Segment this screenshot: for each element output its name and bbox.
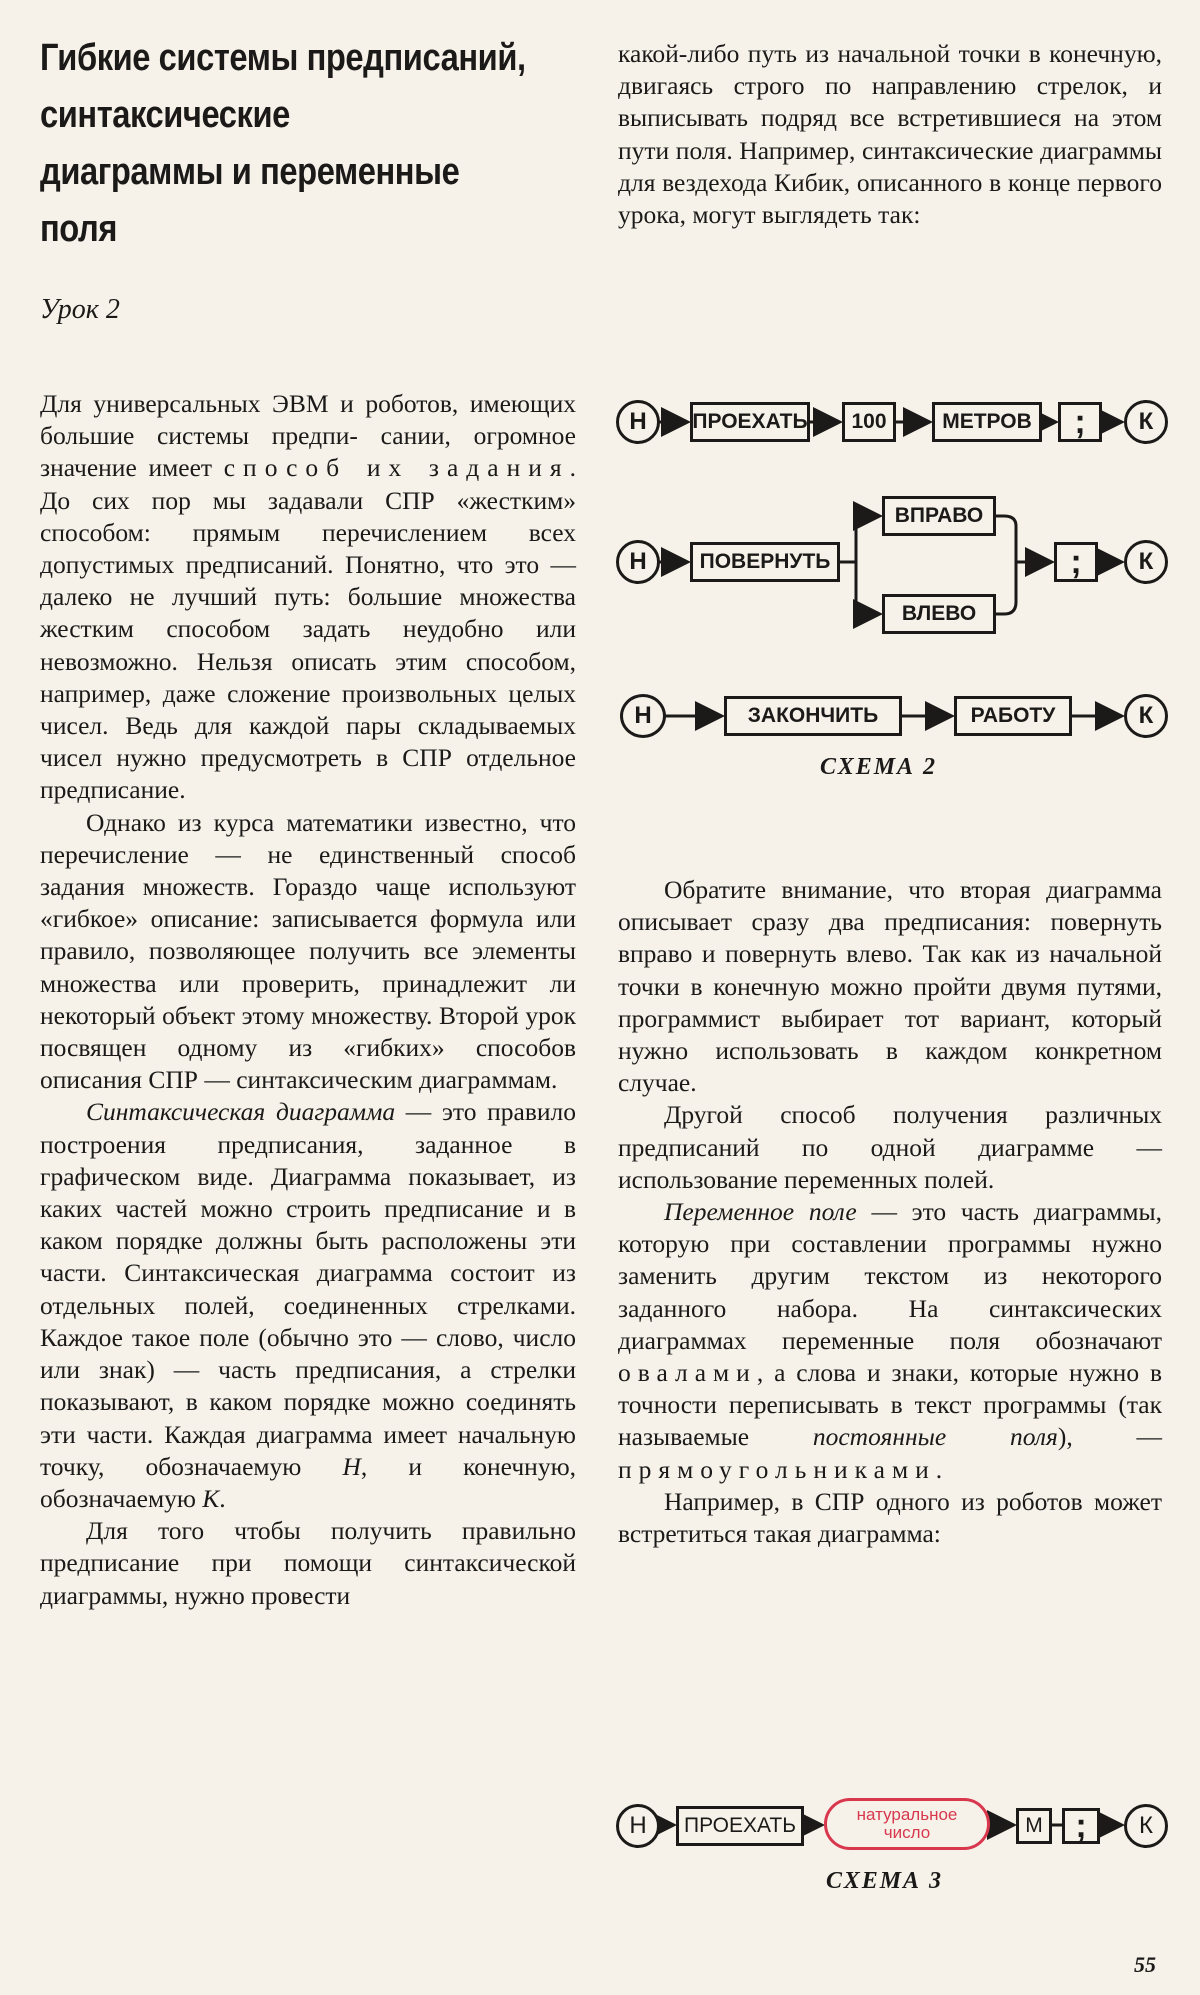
scheme-3-caption: СХЕМА 3 bbox=[826, 1868, 944, 1894]
left-column bbox=[40, 388, 576, 1612]
title-line-3: диаграммы и переменные bbox=[40, 151, 460, 193]
paragraph-example: Например, в СПР одного из роботов может встретиться такая диаграмма: bbox=[618, 1486, 1162, 1549]
field-semicolon: ; bbox=[1054, 542, 1098, 582]
field-metrov: МЕТРОВ bbox=[932, 402, 1042, 442]
syntax-diagram-turn bbox=[612, 492, 1172, 652]
end-node: К bbox=[1124, 1804, 1168, 1848]
field-vpravo: ВПРАВО bbox=[882, 496, 996, 536]
start-node: Н bbox=[616, 1804, 660, 1848]
start-node: Н bbox=[616, 540, 660, 584]
paragraph-path: Для того чтобы получить правильно предписание при помощи синтаксической диаграммы, нужно провести bbox=[40, 1516, 576, 1610]
start-node: Н bbox=[620, 694, 666, 738]
field-proekhat: ПРОЕХАТЬ bbox=[676, 1806, 804, 1846]
lesson-label: Урок 2 bbox=[40, 294, 120, 325]
right-column-top bbox=[618, 38, 1162, 231]
end-node: К bbox=[1124, 400, 1168, 444]
field-100: 100 bbox=[842, 402, 896, 442]
right-column-main bbox=[618, 874, 1162, 1550]
field-povernut: ПОВЕРНУТЬ bbox=[690, 542, 840, 582]
spaced-emphasis: способ их задания bbox=[223, 453, 570, 483]
title-line-1: Гибкие системы предписаний, bbox=[40, 37, 526, 79]
field-rabotu: РАБОТУ bbox=[954, 696, 1072, 736]
field-m: М bbox=[1016, 1808, 1052, 1844]
syntax-diagram-finish bbox=[612, 690, 1172, 746]
paragraph-variable-field: Переменное поле — это часть диаграммы, которую при составлении программы нужно заменить другим текстом из некоторого заданного набора. На синтаксических диаграммах переменные поля обозначают овалами, а слова и знаки, которые нужно в точности переписывать в текст программы (так называемые постоянные поля), — прямоугольниками. bbox=[618, 1197, 1162, 1484]
paragraph-definition: Синтаксическая диаграмма — это правило построения предписания, заданное в графическом виде. Диаграмма показывает, из каких частей можно строить предписание и в каком порядке должны быть расположены эти части. Синтаксическая диаграмма состоит из отдельных полей, соединенных стрелками. Каждое такое поле (обычно это — слово, число или знак) — часть предписания, а стрелки показывают, в каком порядке можно соединять эти части. Каждая диаграмма имеет начальную точку, обозначаемую Н, и конечную, обозначаемую К. bbox=[40, 1097, 577, 1513]
title-line-2: синтаксические bbox=[40, 94, 290, 136]
paragraph-two-paths: Обратите внимание, что вторая диаграмма описывает сразу два предписания: повернуть вправо и повернуть влево. Так как из начальной точки в конечную можно пройти двумя путями, программист выбирает тот вариант, который нужно использовать в каждом конкретном случае. bbox=[618, 875, 1162, 1098]
paragraph-flexible: Однако из курса математики известно, что перечисление — не единственный способ задания множеств. Гораздо чаще используют «гибкое» описание: записывается формула или правило, позволяющее получить все элементы множества или проверить, принадлежит ли некоторый объект этому множеству. Второй урок посвящен одному из «гибких» способов описания СПР — синтаксическим диаграммам. bbox=[40, 807, 576, 1095]
paragraph-other-way: Другой способ получения различных предписаний по одной диаграмме — использование переменных полей. bbox=[618, 1100, 1162, 1194]
syntax-diagram-drive bbox=[612, 392, 1172, 454]
scheme-2-caption: СХЕМА 2 bbox=[820, 754, 938, 780]
article-title bbox=[40, 30, 599, 258]
variable-line-1: натуральное bbox=[856, 1805, 958, 1824]
title-line-4: поля bbox=[40, 208, 117, 250]
variable-line-2: число bbox=[883, 1823, 931, 1842]
variable-field-natural-number bbox=[824, 1798, 990, 1850]
field-semicolon: ; bbox=[1062, 1808, 1100, 1844]
paragraph-intro: Для универсальных ЭВМ и роботов, имеющих большие системы предпи- сании, огромное значение имеет способ их задания. До сих пор мы задавали СПР «жестким» способом: прямым перечислением всех допустимых предписаний. Понятно, что это — далеко не лучший путь: большие множества жестким способом задать неудобно или невозможно. Нельзя описать этим способом, например, даже сложение произвольных целых чисел. Ведь для каждой пары складываемых чисел нужно предусмотреть в СПР отдельное предписание. bbox=[40, 389, 576, 805]
field-proekhat: ПРОЕХАТЬ bbox=[690, 402, 810, 442]
start-node: Н bbox=[616, 400, 660, 444]
field-semicolon: ; bbox=[1058, 402, 1102, 442]
field-vlevo: ВЛЕВО bbox=[882, 594, 996, 634]
page-number: 55 bbox=[1134, 1952, 1156, 1977]
syntax-diagram-variable bbox=[612, 1794, 1172, 1856]
end-node: К bbox=[1124, 694, 1168, 738]
end-node: К bbox=[1124, 540, 1168, 584]
field-zakonchit: ЗАКОНЧИТЬ bbox=[724, 696, 902, 736]
paragraph-path-continued: какой-либо путь из начальной точки в конечную, двигаясь строго по направлению стрелок, и выписывать подряд все встретившиеся на этом пути поля. Например, синтаксические диаграммы для вездехода Кибик, описанного в конце первого урока, могут выглядеть так: bbox=[618, 39, 1162, 230]
